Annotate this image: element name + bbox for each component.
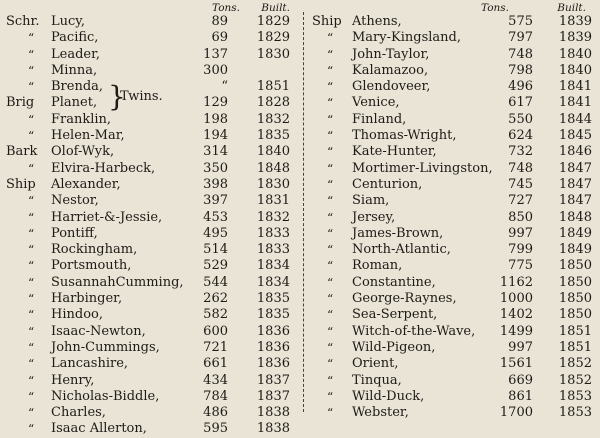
vessel-name: Hindoo, bbox=[51, 307, 103, 323]
vessel-tons: 997 bbox=[508, 339, 533, 355]
vessel-built-year: 1848 bbox=[256, 160, 290, 176]
vessel-tons: 550 bbox=[508, 111, 533, 127]
table-row bbox=[309, 356, 600, 372]
ditto-mark: “ bbox=[28, 47, 35, 62]
ditto-mark: “ bbox=[28, 210, 35, 225]
vessel-name: Lucy, bbox=[51, 14, 86, 29]
vessel-name: Athens, bbox=[352, 14, 402, 29]
vessel-tons: 748 bbox=[508, 46, 533, 62]
ditto-mark: “ bbox=[327, 406, 334, 421]
ditto-mark: “ bbox=[28, 406, 35, 421]
table-row bbox=[0, 356, 300, 372]
vessel-name: Isaac Allerton, bbox=[51, 421, 147, 437]
ditto-mark: “ bbox=[28, 129, 35, 144]
vessel-tons: 624 bbox=[508, 128, 533, 144]
table-row bbox=[309, 161, 600, 177]
table-row bbox=[309, 144, 600, 160]
table-row bbox=[0, 307, 300, 323]
vessel-tons: 496 bbox=[508, 79, 533, 95]
vessel-name: John-Taylor, bbox=[352, 46, 430, 62]
ditto-mark: “ bbox=[327, 80, 334, 95]
vessel-name: Mortimer-Livingston, bbox=[352, 160, 493, 176]
ditto-mark: “ bbox=[327, 129, 334, 144]
vessel-tons: 397 bbox=[203, 193, 228, 209]
vessel-built-year: 1851 bbox=[558, 339, 592, 355]
vessel-built-year: 1846 bbox=[558, 144, 592, 160]
vessel-name: Jersey, bbox=[352, 209, 396, 225]
ditto-mark: “ bbox=[28, 422, 35, 437]
vessel-name: Portsmouth, bbox=[51, 258, 132, 274]
vessel-name: Glendoveer, bbox=[352, 79, 431, 95]
built-header: Built. bbox=[261, 2, 290, 14]
vessel-tons: 721 bbox=[203, 339, 228, 355]
vessel-tons: 69 bbox=[211, 30, 228, 46]
ditto-mark: “ bbox=[28, 161, 35, 176]
vessel-name: Elvira-Harbeck, bbox=[51, 160, 156, 176]
table-row bbox=[0, 373, 300, 389]
ditto-mark: “ bbox=[28, 373, 35, 388]
vessel-tons: 775 bbox=[508, 258, 533, 274]
ditto-mark: “ bbox=[28, 357, 35, 372]
vessel-name: Isaac-Newton, bbox=[51, 323, 146, 339]
vessel-tons: 798 bbox=[508, 62, 533, 78]
table-row bbox=[309, 307, 600, 323]
table-row bbox=[309, 112, 600, 128]
table-row bbox=[309, 324, 600, 340]
vessel-tons: 600 bbox=[203, 323, 228, 339]
ditto-mark: “ bbox=[28, 194, 35, 209]
ditto-mark: “ bbox=[28, 112, 35, 127]
ditto-mark: “ bbox=[327, 389, 334, 404]
vessel-built-year: 1841 bbox=[558, 95, 592, 111]
vessel-name: Tinqua, bbox=[352, 372, 402, 388]
vessel-built-year: 1847 bbox=[558, 193, 592, 209]
vessel-tons: 575 bbox=[508, 14, 533, 29]
vessel-tons: 453 bbox=[203, 209, 228, 225]
table-row bbox=[309, 389, 600, 405]
vessel-name: Brenda, bbox=[51, 79, 104, 95]
ditto-mark: “ bbox=[28, 63, 35, 78]
ditto-mark: “ bbox=[327, 96, 334, 111]
vessel-built-year: 1850 bbox=[558, 258, 592, 274]
vessel-tons: 1402 bbox=[499, 307, 533, 323]
vessel-name: Mary-Kingsland, bbox=[352, 30, 461, 46]
tons-header: Tons. bbox=[212, 2, 240, 14]
vessel-name: Thomas-Wright, bbox=[352, 128, 457, 144]
vessel-name: George-Raynes, bbox=[352, 291, 457, 307]
table-row bbox=[0, 30, 300, 46]
vessel-tons: 1700 bbox=[499, 405, 533, 421]
table-row bbox=[0, 144, 300, 160]
vessel-tons: 797 bbox=[508, 30, 533, 46]
table-row bbox=[309, 373, 600, 389]
vessel-built-year: 1840 bbox=[558, 62, 592, 78]
vessel-tons: 582 bbox=[203, 307, 228, 323]
vessel-tons: 514 bbox=[203, 242, 228, 258]
vessel-name: Lancashire, bbox=[51, 356, 129, 372]
ditto-mark: “ bbox=[327, 373, 334, 388]
table-row bbox=[309, 128, 600, 144]
ditto-mark: “ bbox=[327, 292, 334, 307]
table-row bbox=[309, 95, 600, 111]
vessel-built-year: 1847 bbox=[558, 176, 592, 192]
vessel-type: Brig bbox=[6, 95, 35, 111]
vessel-built-year: 1829 bbox=[256, 14, 290, 29]
vessel-name: James-Brown, bbox=[352, 225, 444, 241]
vessel-tons: 262 bbox=[203, 291, 228, 307]
vessel-tons: 300 bbox=[203, 62, 228, 78]
vessel-built-year: 1850 bbox=[558, 274, 592, 290]
vessel-type: Ship bbox=[312, 14, 342, 29]
vessel-built-year: 1837 bbox=[256, 372, 290, 388]
vessel-tons: 669 bbox=[508, 372, 533, 388]
table-row bbox=[0, 258, 300, 274]
vessel-name: Sea-Serpent, bbox=[352, 307, 438, 323]
vessel-built-year: 1838 bbox=[256, 405, 290, 421]
ditto-mark: “ bbox=[327, 226, 334, 241]
vessel-name: Helen-Mar, bbox=[51, 128, 125, 144]
vessel-tons: 861 bbox=[508, 388, 533, 404]
vessel-built-year: 1850 bbox=[558, 291, 592, 307]
table-row bbox=[309, 258, 600, 274]
ditto-mark: “ bbox=[327, 275, 334, 290]
vessel-tons: 1561 bbox=[499, 356, 533, 372]
vessel-tons: “ bbox=[221, 79, 228, 95]
ditto-mark: “ bbox=[28, 31, 35, 46]
vessel-tons: 617 bbox=[508, 95, 533, 111]
vessel-name: Kate-Hunter, bbox=[352, 144, 437, 160]
table-row bbox=[0, 128, 300, 144]
vessel-built-year: 1829 bbox=[256, 30, 290, 46]
vessel-name: North-Atlantic, bbox=[352, 242, 451, 258]
vessel-tons: 1162 bbox=[499, 274, 533, 290]
vessel-built-year: 1853 bbox=[558, 388, 592, 404]
vessel-built-year: 1852 bbox=[558, 356, 592, 372]
ditto-mark: “ bbox=[327, 63, 334, 78]
vessel-name: Siam, bbox=[352, 193, 390, 209]
vessel-tons: 997 bbox=[508, 225, 533, 241]
ditto-mark: “ bbox=[28, 259, 35, 274]
ditto-mark: “ bbox=[327, 145, 334, 160]
vessel-name: Witch-of-the-Wave, bbox=[352, 323, 476, 339]
vessel-name: Nicholas-Biddle, bbox=[51, 388, 160, 404]
table-row bbox=[0, 405, 300, 421]
table-row bbox=[309, 79, 600, 95]
vessel-built-year: 1835 bbox=[256, 128, 290, 144]
vessel-tons: 1499 bbox=[499, 323, 533, 339]
ditto-mark: “ bbox=[28, 308, 35, 323]
ditto-mark: “ bbox=[327, 47, 334, 62]
table-row bbox=[0, 47, 300, 63]
vessel-tons: 398 bbox=[203, 176, 228, 192]
table-row bbox=[0, 340, 300, 356]
vessel-tons: 748 bbox=[508, 160, 533, 176]
table-row bbox=[309, 14, 600, 30]
table-row bbox=[0, 112, 300, 128]
vessel-built-year: 1832 bbox=[256, 209, 290, 225]
vessel-built-year: 1832 bbox=[256, 111, 290, 127]
ditto-mark: “ bbox=[28, 226, 35, 241]
tons-header: Tons. bbox=[481, 2, 509, 14]
vessel-name: Harriet-&-Jessie, bbox=[51, 209, 163, 225]
vessel-built-year: 1848 bbox=[558, 209, 592, 225]
vessel-tons: 745 bbox=[508, 176, 533, 192]
vessel-tons: 89 bbox=[211, 14, 228, 29]
vessel-built-year: 1849 bbox=[558, 242, 592, 258]
vessel-tons: 727 bbox=[508, 193, 533, 209]
vessel-tons: 198 bbox=[203, 111, 228, 127]
vessel-name: SusannahCumming, bbox=[51, 274, 184, 290]
vessel-type: Bark bbox=[6, 144, 38, 160]
vessel-name: Harbinger, bbox=[51, 291, 123, 307]
twins-label: Twins. bbox=[120, 89, 163, 104]
ditto-mark: “ bbox=[28, 389, 35, 404]
ditto-mark: “ bbox=[28, 275, 35, 290]
vessel-built-year: 1830 bbox=[256, 46, 290, 62]
vessel-built-year: 1835 bbox=[256, 291, 290, 307]
vessel-built-year: 1841 bbox=[558, 79, 592, 95]
vessel-name: Wild-Pigeon, bbox=[352, 339, 436, 355]
vessel-built-year: 1837 bbox=[256, 388, 290, 404]
ditto-mark: “ bbox=[28, 80, 35, 95]
table-row bbox=[0, 210, 300, 226]
vessel-name: Roman, bbox=[352, 258, 403, 274]
table-row bbox=[309, 177, 600, 193]
vessel-name: Nestor, bbox=[51, 193, 99, 209]
vessel-built-year: 1830 bbox=[256, 176, 290, 192]
vessel-name: Leader, bbox=[51, 46, 101, 62]
vessel-tons: 1000 bbox=[499, 291, 533, 307]
vessel-tons: 129 bbox=[203, 95, 228, 111]
table-row bbox=[0, 63, 300, 79]
vessel-tons: 350 bbox=[203, 160, 228, 176]
table-row bbox=[0, 177, 300, 193]
vessel-built-year: 1844 bbox=[558, 111, 592, 127]
vessel-built-year: 1836 bbox=[256, 339, 290, 355]
vessel-list bbox=[0, 14, 300, 438]
table-row bbox=[0, 389, 300, 405]
vessel-name: Kalamazoo, bbox=[352, 62, 429, 78]
table-row bbox=[309, 291, 600, 307]
table-row bbox=[0, 161, 300, 177]
vessel-built-year: 1836 bbox=[256, 356, 290, 372]
vessel-built-year: 1839 bbox=[558, 30, 592, 46]
vessel-built-year: 1851 bbox=[256, 79, 290, 95]
table-row bbox=[309, 405, 600, 421]
ditto-mark: “ bbox=[327, 31, 334, 46]
table-row bbox=[0, 275, 300, 291]
vessel-type: Ship bbox=[6, 176, 36, 192]
ditto-mark: “ bbox=[28, 340, 35, 355]
vessel-built-year: 1851 bbox=[558, 323, 592, 339]
table-row bbox=[0, 242, 300, 258]
vessel-built-year: 1850 bbox=[558, 307, 592, 323]
ditto-mark: “ bbox=[327, 161, 334, 176]
vessel-built-year: 1835 bbox=[256, 307, 290, 323]
vessel-built-year: 1834 bbox=[256, 274, 290, 290]
ditto-mark: “ bbox=[28, 292, 35, 307]
vessel-type: Schr. bbox=[6, 14, 40, 29]
vessel-built-year: 1845 bbox=[558, 128, 592, 144]
built-header: Built. bbox=[557, 2, 586, 14]
vessel-tons: 661 bbox=[203, 356, 228, 372]
ditto-mark: “ bbox=[327, 324, 334, 339]
vessel-name: Pacific, bbox=[51, 30, 99, 46]
vessel-list bbox=[309, 14, 600, 421]
vessel-built-year: 1838 bbox=[256, 421, 290, 437]
vessel-tons: 314 bbox=[203, 144, 228, 160]
table-row bbox=[309, 63, 600, 79]
vessel-built-year: 1833 bbox=[256, 225, 290, 241]
vessel-tons: 137 bbox=[203, 46, 228, 62]
twins-brace: } bbox=[108, 80, 126, 113]
table-row bbox=[309, 242, 600, 258]
vessel-name: Venice, bbox=[352, 95, 400, 111]
table-row bbox=[309, 275, 600, 291]
vessel-built-year: 1828 bbox=[256, 95, 290, 111]
table-row bbox=[309, 226, 600, 242]
vessel-tons: 194 bbox=[203, 128, 228, 144]
vessel-tons: 544 bbox=[203, 274, 228, 290]
vessel-built-year: 1852 bbox=[558, 372, 592, 388]
table-row bbox=[0, 193, 300, 209]
vessel-name: Olof-Wyk, bbox=[51, 144, 115, 160]
vessel-name: Pontiff, bbox=[51, 225, 98, 241]
ditto-mark: “ bbox=[327, 259, 334, 274]
vessel-built-year: 1853 bbox=[558, 405, 592, 421]
vessel-built-year: 1840 bbox=[256, 144, 290, 160]
table-row bbox=[309, 30, 600, 46]
vessel-tons: 784 bbox=[203, 388, 228, 404]
table-row bbox=[0, 421, 300, 437]
ditto-mark: “ bbox=[327, 357, 334, 372]
vessel-built-year: 1847 bbox=[558, 160, 592, 176]
table-row bbox=[309, 340, 600, 356]
vessel-name: Centurion, bbox=[352, 176, 423, 192]
table-row bbox=[309, 193, 600, 209]
vessel-built-year: 1836 bbox=[256, 323, 290, 339]
vessel-name: Charles, bbox=[51, 405, 106, 421]
vessel-name: Finland, bbox=[352, 111, 407, 127]
vessel-tons: 850 bbox=[508, 209, 533, 225]
vessel-built-year: 1833 bbox=[256, 242, 290, 258]
vessel-tons: 732 bbox=[508, 144, 533, 160]
table-row bbox=[0, 226, 300, 242]
vessel-built-year: 1849 bbox=[558, 225, 592, 241]
ditto-mark: “ bbox=[327, 243, 334, 258]
vessel-tons: 434 bbox=[203, 372, 228, 388]
vessel-tons: 495 bbox=[203, 225, 228, 241]
ditto-mark: “ bbox=[28, 243, 35, 258]
vessel-built-year: 1831 bbox=[256, 193, 290, 209]
vessel-tons: 799 bbox=[508, 242, 533, 258]
ditto-mark: “ bbox=[327, 308, 334, 323]
vessel-tons: 529 bbox=[203, 258, 228, 274]
ditto-mark: “ bbox=[327, 194, 334, 209]
vessel-name: Henry, bbox=[51, 372, 95, 388]
vessel-name: Orient, bbox=[352, 356, 399, 372]
vessel-tons: 486 bbox=[203, 405, 228, 421]
vessel-name: John-Cummings, bbox=[51, 339, 160, 355]
ditto-mark: “ bbox=[327, 177, 334, 192]
table-row bbox=[0, 14, 300, 30]
vessel-name: Minna, bbox=[51, 62, 98, 78]
vessel-built-year: 1840 bbox=[558, 46, 592, 62]
ditto-mark: “ bbox=[327, 340, 334, 355]
table-row bbox=[0, 291, 300, 307]
ditto-mark: “ bbox=[327, 210, 334, 225]
vessel-name: Alexander, bbox=[51, 176, 121, 192]
vessel-name: Planet, bbox=[51, 95, 98, 111]
table-row bbox=[309, 210, 600, 226]
table-row bbox=[0, 324, 300, 340]
column-divider bbox=[303, 12, 304, 412]
ditto-mark: “ bbox=[28, 324, 35, 339]
vessel-name: Rockingham, bbox=[51, 242, 138, 258]
vessel-built-year: 1834 bbox=[256, 258, 290, 274]
table-row bbox=[309, 47, 600, 63]
vessel-name: Franklin, bbox=[51, 111, 112, 127]
vessel-name: Constantine, bbox=[352, 274, 436, 290]
vessel-built-year: 1839 bbox=[558, 14, 592, 29]
vessel-name: Wild-Duck, bbox=[352, 388, 425, 404]
vessel-tons: 595 bbox=[203, 421, 228, 437]
ditto-mark: “ bbox=[327, 112, 334, 127]
vessel-name: Webster, bbox=[352, 405, 409, 421]
